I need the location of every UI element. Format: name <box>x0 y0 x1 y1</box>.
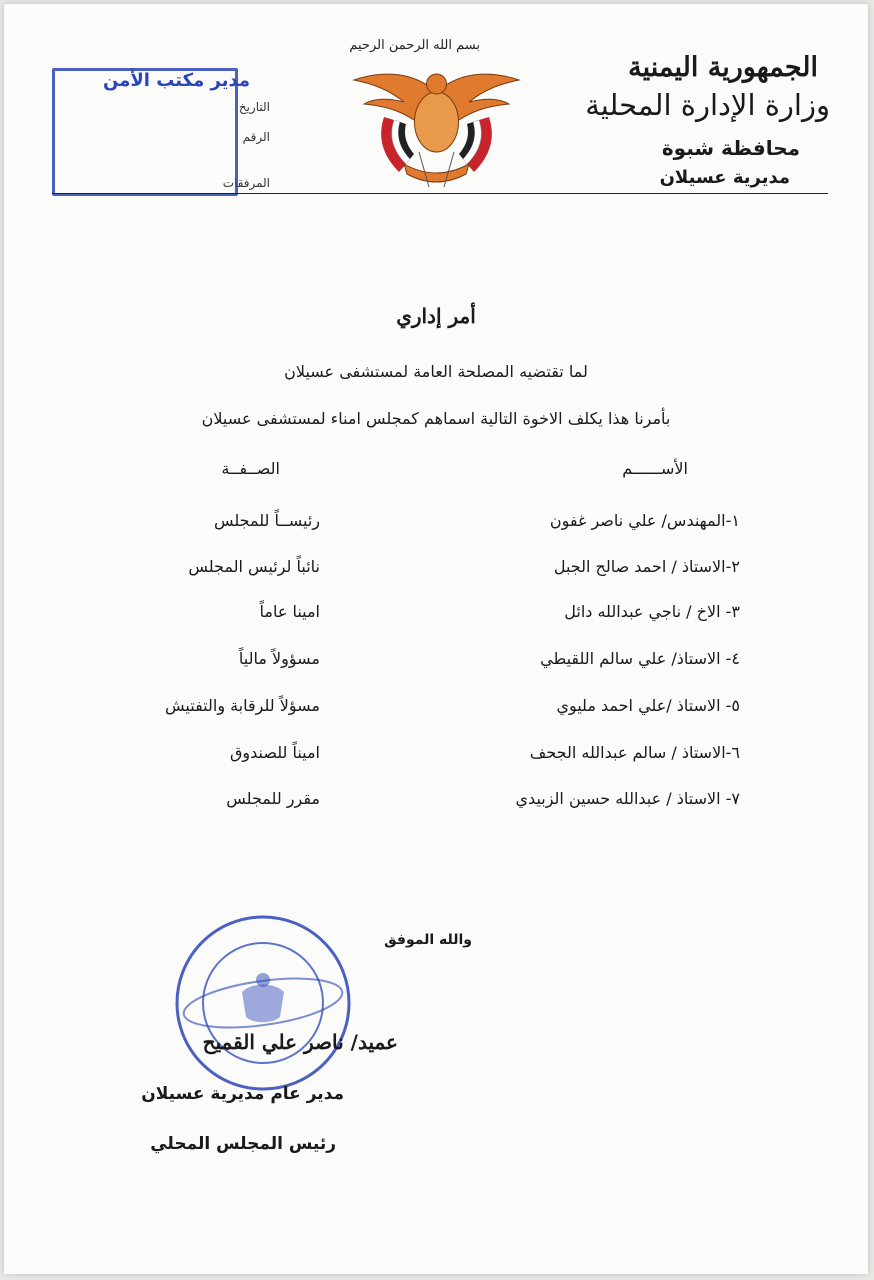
closing-text: والله الموفق <box>384 932 472 948</box>
document-page <box>4 4 868 1274</box>
country-name: الجمهورية اليمنية <box>628 52 818 83</box>
intro-line-1: لما تقتضيه المصلحة العامة لمستشفى عسيلان <box>284 362 588 381</box>
ministry-name: وزارة الإدارة المحلية <box>585 88 830 122</box>
ref-number-label: الرقم <box>242 130 270 144</box>
member-role: مسؤولاً مالياً <box>238 649 320 668</box>
basmala: بسم الله الرحمن الرحيم <box>349 38 480 53</box>
reference-box <box>42 64 280 194</box>
signatory-title-1: مدير عام مديرية عسيلان <box>141 1084 344 1104</box>
member-name: ٣- الاخ / ناجي عبدالله دائل <box>564 602 740 621</box>
stamp-scribble: مدير مكتب الأمن <box>103 70 250 91</box>
directorate-name: مديرية عسيلان <box>659 167 790 188</box>
member-role: امينا عاماً <box>259 602 320 621</box>
member-name: ٤- الاستاذ/ علي سالم اللقيطي <box>540 649 740 668</box>
member-name: ٧- الاستاذ / عبدالله حسين الزبيدي <box>515 789 740 808</box>
yemen-emblem-icon <box>344 32 529 192</box>
ref-date-label: التاريخ <box>238 100 270 114</box>
member-name: ٥- الاستاذ /علي احمد مليوي <box>556 696 740 715</box>
member-role: مقرر للمجلس <box>226 789 320 808</box>
official-round-stamp-icon <box>172 912 354 1094</box>
column-header-role: الصــفــة <box>221 459 280 478</box>
document-title: أمر إداري <box>396 304 476 328</box>
member-name: ١-المهندس/ علي ناصر غفون <box>549 511 740 530</box>
member-role: اميناً للصندوق <box>229 743 320 762</box>
member-name: ٦-الاستاذ / سالم عبدالله الجحف <box>529 743 740 762</box>
member-role: رئيســاً للمجلس <box>213 511 320 530</box>
member-name: ٢-الاستاذ / احمد صالح الجبل <box>553 557 740 576</box>
member-role: نائباً لرئيس المجلس <box>188 557 320 576</box>
signatory-name: عميد/ ناصر علي القميح <box>202 1030 398 1054</box>
member-role: مسؤلاً للرقابة والتفتيش <box>165 696 320 715</box>
signatory-title-2: رئيس المجلس المحلي <box>150 1134 336 1154</box>
governorate-name: محافظة شبوة <box>661 136 800 160</box>
ref-attachments-label: المرفقات <box>222 176 270 190</box>
column-header-name: الأســــــم <box>622 459 688 478</box>
header-divider <box>52 193 828 194</box>
intro-line-2: بأمرنا هذا يكلف الاخوة التالية اسماهم كمجلس امناء لمستشفى عسيلان <box>201 409 671 428</box>
